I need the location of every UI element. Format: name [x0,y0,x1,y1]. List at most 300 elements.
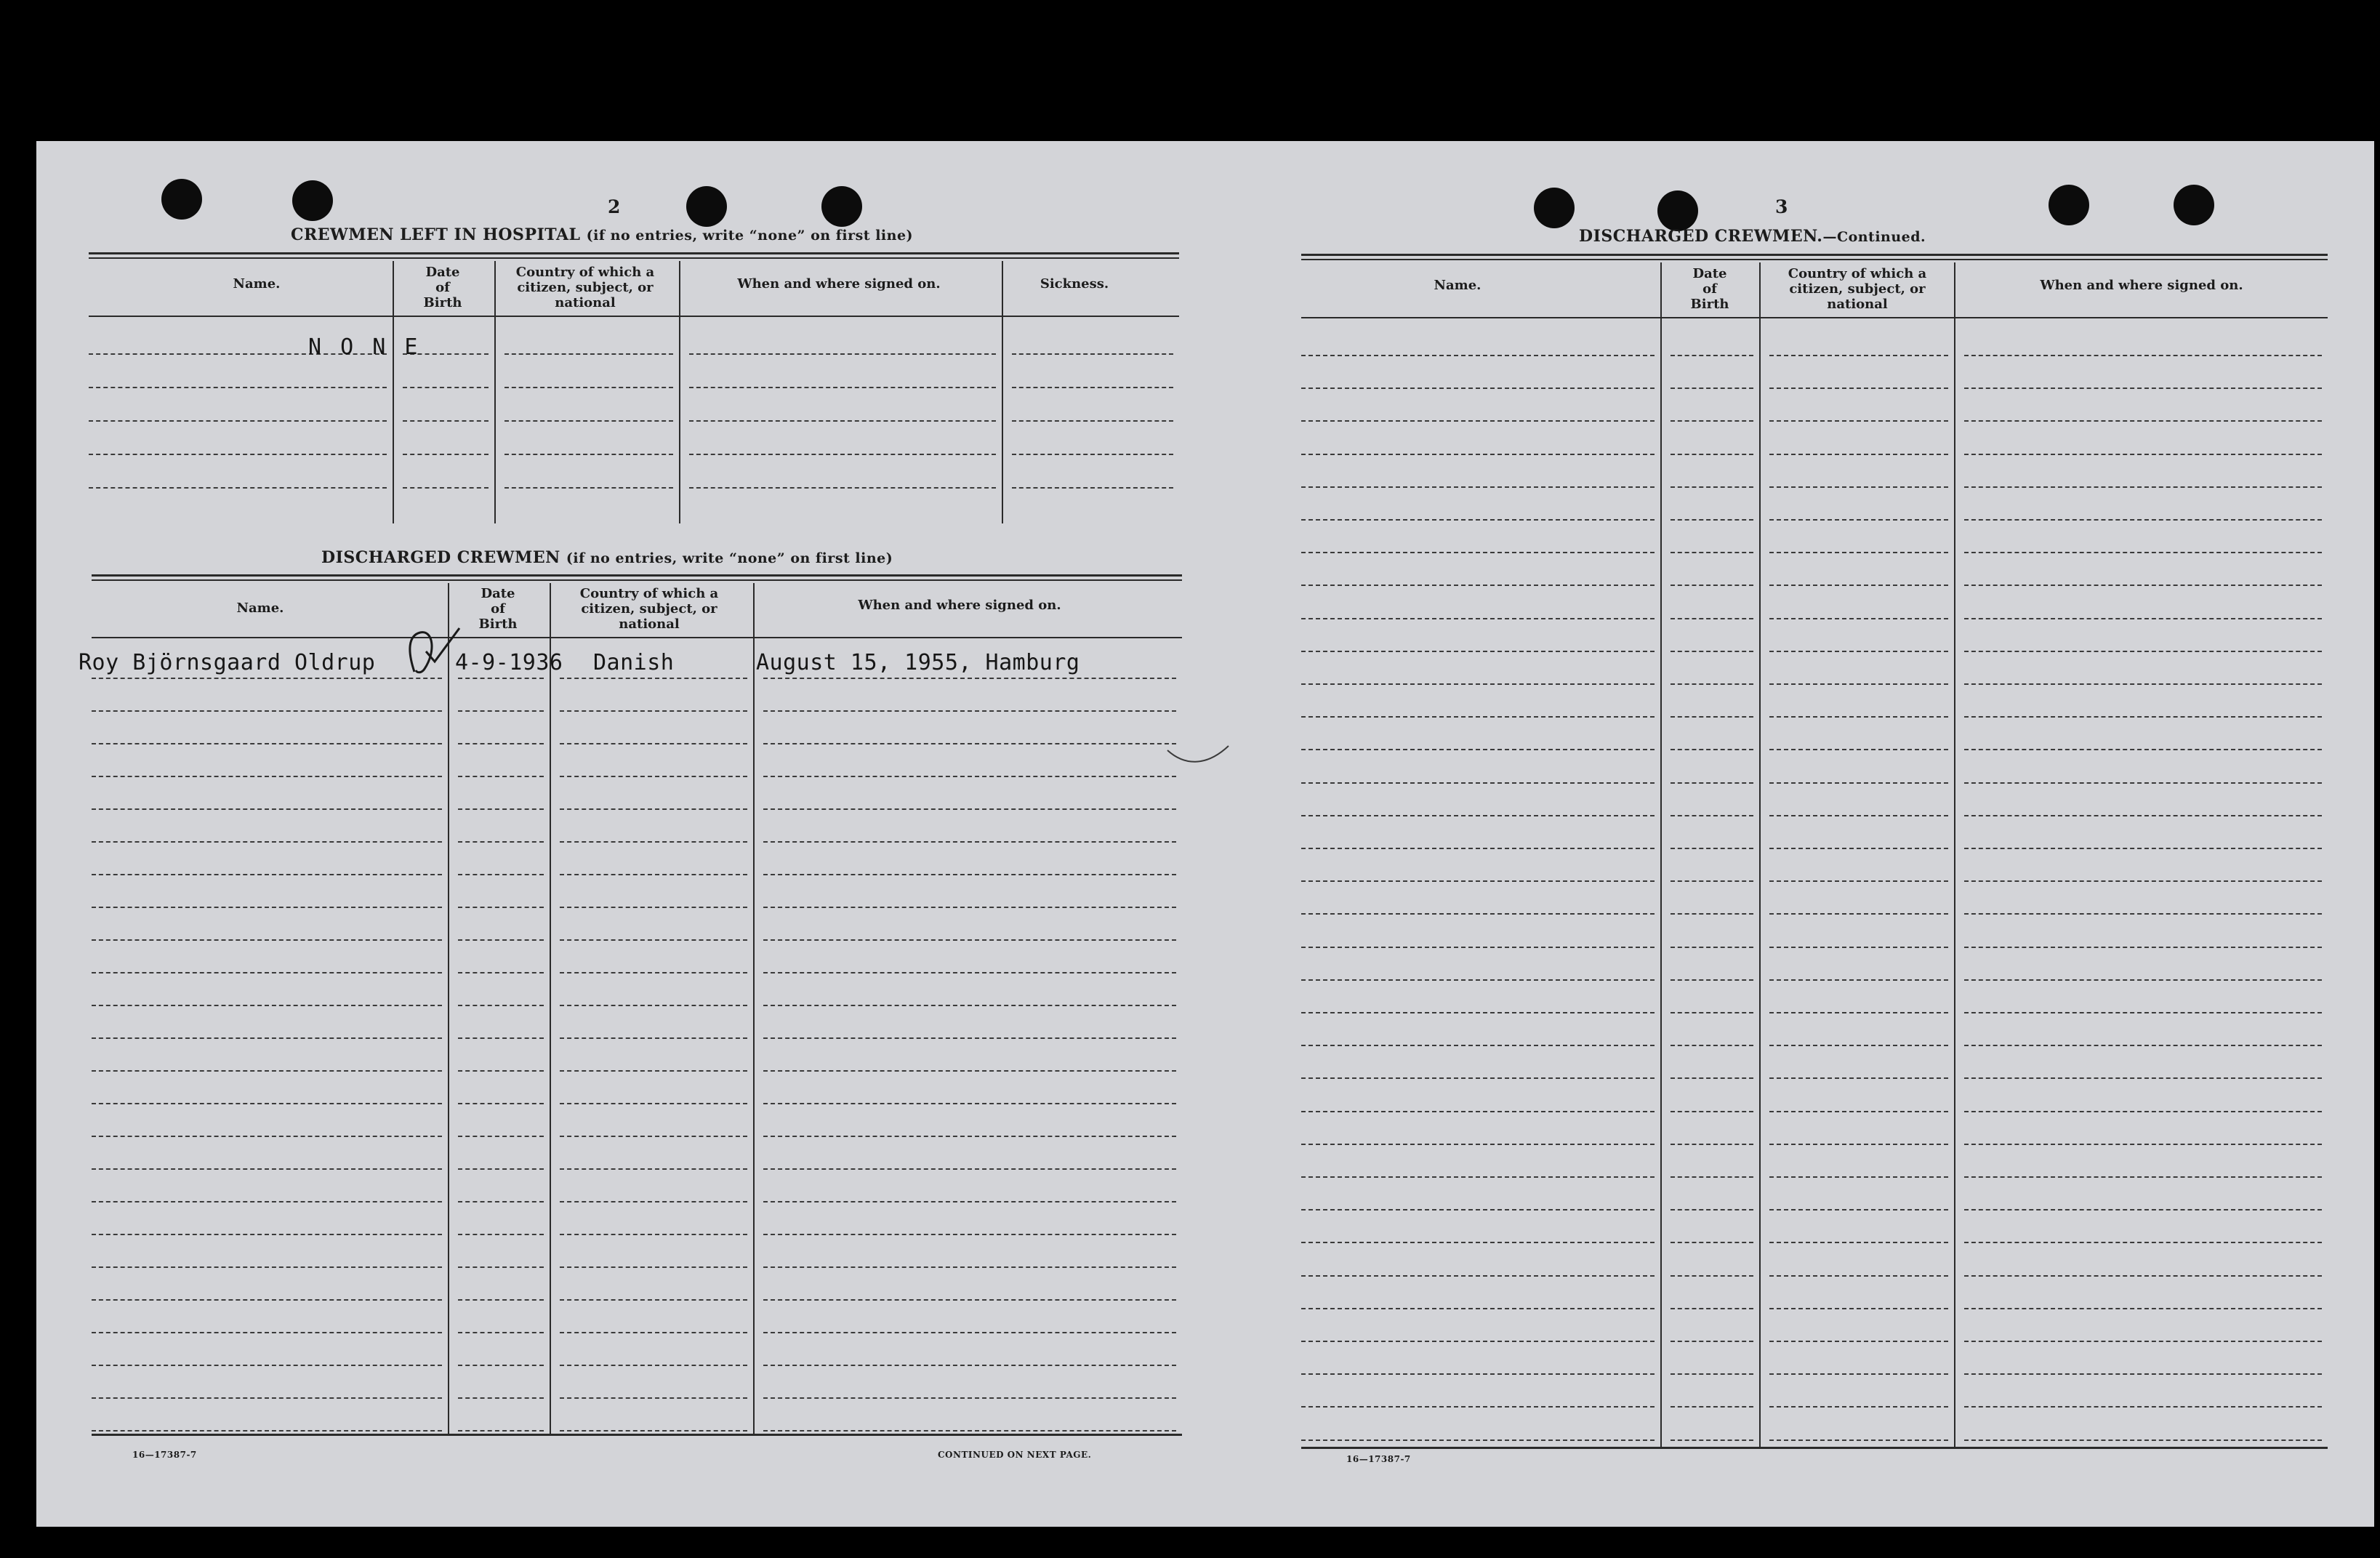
header-date-of-birth: Date of Birth [1690,266,1729,312]
writing-line [92,939,442,941]
writing-line [458,1430,544,1431]
continued-note: CONTINUED ON NEXT PAGE. [938,1450,1092,1460]
writing-line [92,1037,442,1039]
writing-line [504,387,673,388]
writing-line [92,678,442,679]
writing-line [1769,1012,1948,1013]
writing-line [458,874,544,875]
writing-line [403,420,489,422]
writing-line [560,710,747,712]
writing-line [1671,585,1753,586]
writing-line [92,1397,442,1399]
writing-line [403,387,489,388]
writing-line [1671,454,1753,455]
writing-line [458,808,544,810]
writing-line [1769,815,1948,816]
writing-line [1301,947,1655,948]
form-number: 16—17387-7 [132,1450,197,1460]
writing-line [1769,1111,1948,1112]
writing-line [560,678,747,679]
writing-line [1671,848,1753,849]
writing-line [92,1005,442,1006]
writing-line [1769,1144,1948,1145]
writing-line [1964,355,2322,356]
writing-line [763,1103,1176,1104]
writing-line [92,1430,442,1431]
writing-line [1769,1275,1948,1277]
writing-line [1769,947,1948,948]
writing-line [1671,486,1753,488]
writing-line [89,420,387,422]
writing-line [458,776,544,777]
writing-line [1301,880,1655,882]
writing-line [1301,1373,1655,1375]
writing-line [1964,585,2322,586]
header-signed-on: When and where signed on. [2040,278,2243,293]
writing-line [763,972,1176,973]
column-rule [1002,261,1003,523]
page-number: 2 [608,196,621,217]
writing-line [1671,1373,1753,1375]
writing-line [689,353,996,355]
writing-line [1301,355,1655,356]
crewman-date-of-birth: 4-9-1936 [455,650,563,675]
writing-line [763,1397,1176,1399]
writing-line [1964,1077,2322,1079]
column-rule [753,583,755,1435]
writing-line [1012,387,1173,388]
writing-line [1769,1176,1948,1178]
writing-line [1301,1045,1655,1046]
writing-line [1301,1406,1655,1408]
header-date-of-birth: Date of Birth [423,265,462,310]
writing-line [1671,1209,1753,1210]
writing-line [560,874,747,875]
writing-line [1671,1045,1753,1046]
writing-line [92,1299,442,1301]
writing-line [1012,454,1173,455]
header-sickness: Sickness. [1040,276,1109,292]
writing-line [1769,1341,1948,1342]
writing-line [92,1332,442,1333]
writing-line [1964,1176,2322,1178]
writing-line [92,743,442,744]
writing-line [1671,880,1753,882]
writing-line [92,841,442,843]
hospital-section-title: CREWMEN LEFT IN HOSPITAL (if no entries, write “none” on first line) [291,225,914,244]
writing-line [458,1005,544,1006]
writing-line [1671,651,1753,652]
page-left [36,141,1229,1527]
crewman-country: Danish [593,650,675,675]
writing-line [1301,913,1655,915]
crewman-name: Roy Björnsgaard Oldrup [79,650,376,675]
writing-line [1769,1242,1948,1243]
writing-line [1964,1373,2322,1375]
writing-line [1964,552,2322,553]
page-right [1229,141,2374,1527]
writing-line [1769,979,1948,981]
writing-line [1671,716,1753,718]
writing-line [1964,947,2322,948]
writing-line [458,1136,544,1137]
writing-line [1769,552,1948,553]
writing-line [458,1234,544,1235]
fold-mark [1162,743,1234,772]
writing-line [560,1299,747,1301]
writing-line [92,1365,442,1366]
writing-line [1301,1308,1655,1309]
writing-line [1964,782,2322,784]
writing-line [1301,1209,1655,1210]
writing-line [560,1332,747,1333]
writing-line [1964,913,2322,915]
writing-line [1671,782,1753,784]
writing-line [1301,1341,1655,1342]
writing-line [1012,487,1173,489]
writing-line [458,1332,544,1333]
writing-line [458,907,544,908]
writing-line [763,710,1176,712]
form-number: 16—17387-7 [1346,1454,1411,1464]
column-rule [1660,262,1662,1448]
writing-line [458,841,544,843]
writing-line [763,1266,1176,1268]
writing-line [560,1234,747,1235]
writing-line [1769,519,1948,521]
writing-line [763,1037,1176,1039]
punch-hole [161,179,202,220]
column-rule [550,583,551,1435]
punch-hole [821,186,862,227]
writing-line [458,710,544,712]
writing-line [1769,716,1948,718]
writing-line [560,776,747,777]
writing-line [1671,749,1753,750]
writing-line [458,972,544,973]
writing-line [560,1070,747,1072]
writing-line [1301,782,1655,784]
punch-hole [686,186,727,227]
writing-line [1964,815,2322,816]
writing-line [689,387,996,388]
writing-line [1301,651,1655,652]
writing-line [1301,388,1655,389]
writing-line [1769,388,1948,389]
punch-hole [1534,188,1575,228]
writing-line [1301,1077,1655,1079]
column-rule [448,583,449,1435]
writing-line [1769,1406,1948,1408]
writing-line [89,387,387,388]
writing-line [1671,355,1753,356]
writing-line [763,1299,1176,1301]
writing-line [458,1037,544,1039]
writing-line [763,808,1176,810]
page-number: 3 [1775,196,1788,217]
rule [89,252,1179,254]
writing-line [1671,1275,1753,1277]
discharged-continued-title: DISCHARGED CREWMEN.—Continued. [1579,227,1926,246]
writing-line [89,487,387,489]
writing-line [458,1168,544,1170]
writing-line [763,678,1176,679]
writing-line [1769,1045,1948,1046]
hospital-entry-none: N O N E [308,334,421,360]
writing-line [689,454,996,455]
writing-line [1301,486,1655,488]
writing-line [458,1365,544,1366]
writing-line [763,1430,1176,1431]
writing-line [92,710,442,712]
header-name: Name. [236,601,284,616]
writing-line [1964,1275,2322,1277]
writing-line [1964,1439,2322,1441]
writing-line [1671,420,1753,422]
writing-line [763,1005,1176,1006]
writing-line [560,1136,747,1137]
writing-line [1301,420,1655,422]
writing-line [1769,1209,1948,1210]
header-rule [1301,317,2328,318]
writing-line [1769,913,1948,915]
writing-line [92,972,442,973]
header-rule [92,637,1182,638]
writing-line [92,874,442,875]
writing-line [1964,1242,2322,1243]
writing-line [763,841,1176,843]
writing-line [1769,618,1948,619]
writing-line [1769,880,1948,882]
writing-line [560,1103,747,1104]
writing-line [1964,1045,2322,1046]
writing-line [1012,353,1173,355]
writing-line [1769,420,1948,422]
rule [92,574,1182,577]
writing-line [1671,815,1753,816]
writing-line [1301,552,1655,553]
punch-hole [2049,185,2089,225]
writing-line [1769,651,1948,652]
writing-line [1301,519,1655,521]
header-rule [89,316,1179,317]
writing-line [458,1103,544,1104]
writing-line [1671,1176,1753,1178]
writing-line [1964,651,2322,652]
writing-line [1671,618,1753,619]
writing-line [763,1365,1176,1366]
writing-line [92,1168,442,1170]
writing-line [458,1266,544,1268]
header-signed-on: When and where signed on. [737,276,941,292]
writing-line [1769,749,1948,750]
writing-line [1964,486,2322,488]
writing-line [560,1037,747,1039]
writing-line [763,939,1176,941]
writing-line [1671,388,1753,389]
writing-line [560,743,747,744]
writing-line [1301,1439,1655,1441]
writing-line [504,420,673,422]
rule [92,579,1182,581]
writing-line [1769,1077,1948,1079]
writing-line [458,1070,544,1072]
writing-line [458,939,544,941]
writing-line [560,907,747,908]
writing-line [1769,454,1948,455]
header-country: Country of which a citizen, subject, or national [1788,266,1927,312]
writing-line [1769,1308,1948,1309]
writing-line [1964,420,2322,422]
writing-line [458,743,544,744]
column-rule [1954,262,1955,1448]
writing-line [92,1266,442,1268]
writing-line [560,972,747,973]
writing-line [1671,947,1753,948]
writing-line [689,487,996,489]
writing-line [403,487,489,489]
writing-line [1671,1308,1753,1309]
writing-line [1964,683,2322,685]
writing-line [92,776,442,777]
writing-line [1301,1275,1655,1277]
writing-line [560,1168,747,1170]
writing-line [763,874,1176,875]
writing-line [1964,454,2322,455]
writing-line [1964,388,2322,389]
writing-line [1964,1144,2322,1145]
writing-line [1301,1012,1655,1013]
writing-line [92,1070,442,1072]
writing-line [560,808,747,810]
writing-line [1671,1406,1753,1408]
writing-line [1964,880,2322,882]
writing-line [1964,618,2322,619]
writing-line [1301,749,1655,750]
writing-line [560,1430,747,1431]
rule [92,1434,1182,1436]
rule [1301,259,2328,260]
header-name: Name. [1434,278,1482,293]
header-country: Country of which a citizen, subject, or national [579,586,719,632]
writing-line [560,1201,747,1202]
writing-line [1964,1012,2322,1013]
writing-line [560,1005,747,1006]
writing-line [763,1332,1176,1333]
writing-line [403,454,489,455]
writing-line [1671,552,1753,553]
writing-line [1671,683,1753,685]
writing-line [1301,618,1655,619]
writing-line [1964,1209,2322,1210]
writing-line [1964,749,2322,750]
column-rule [1759,262,1761,1448]
writing-line [92,907,442,908]
writing-line [92,1201,442,1202]
writing-line [560,1365,747,1366]
rule [89,257,1179,259]
form-sheet [36,141,2374,1527]
writing-line [1964,1308,2322,1309]
writing-line [1964,1111,2322,1112]
punch-hole [2174,185,2214,225]
writing-line [92,1234,442,1235]
punch-hole [292,180,333,221]
writing-line [504,454,673,455]
column-rule [679,261,680,523]
writing-line [560,1266,747,1268]
writing-line [1671,1341,1753,1342]
writing-line [1769,1373,1948,1375]
writing-line [458,1299,544,1301]
writing-line [1671,1077,1753,1079]
writing-line [1769,848,1948,849]
writing-line [1769,585,1948,586]
writing-line [763,1168,1176,1170]
writing-line [1964,716,2322,718]
writing-line [1301,979,1655,981]
writing-line [1671,1439,1753,1441]
rule [1301,1447,2328,1449]
writing-line [560,841,747,843]
crewman-signed-on: August 15, 1955, Hamburg [756,650,1080,675]
header-country: Country of which a citizen, subject, or national [515,265,655,310]
writing-line [1964,519,2322,521]
writing-line [1301,1242,1655,1243]
writing-line [1301,1176,1655,1178]
writing-line [92,808,442,810]
writing-line [1769,782,1948,784]
writing-line [1769,1439,1948,1441]
writing-line [1301,815,1655,816]
writing-line [1964,979,2322,981]
writing-line [1671,1111,1753,1112]
writing-line [1301,683,1655,685]
writing-line [1964,1341,2322,1342]
header-name: Name. [233,276,281,292]
writing-line [1301,716,1655,718]
rule [1301,254,2328,256]
writing-line [504,487,673,489]
writing-line [560,1397,747,1399]
writing-line [689,420,996,422]
writing-line [92,1103,442,1104]
writing-line [763,1136,1176,1137]
writing-line [458,1201,544,1202]
writing-line [504,353,673,355]
writing-line [1964,848,2322,849]
writing-line [1301,1144,1655,1145]
writing-line [763,1234,1176,1235]
writing-line [1671,1144,1753,1145]
writing-line [1012,420,1173,422]
writing-line [1301,585,1655,586]
writing-line [763,907,1176,908]
writing-line [89,454,387,455]
discharged-section-title: DISCHARGED CREWMEN (if no entries, write “none” on first line) [321,548,893,567]
writing-line [92,1136,442,1137]
writing-line [1301,454,1655,455]
header-signed-on: When and where signed on. [858,598,1061,613]
writing-line [1301,848,1655,849]
handwritten-check-mark [400,621,473,679]
writing-line [1301,1111,1655,1112]
writing-line [763,776,1176,777]
writing-line [1671,519,1753,521]
writing-line [763,743,1176,744]
writing-line [458,1397,544,1399]
header-date-of-birth: Date of Birth [478,586,518,632]
